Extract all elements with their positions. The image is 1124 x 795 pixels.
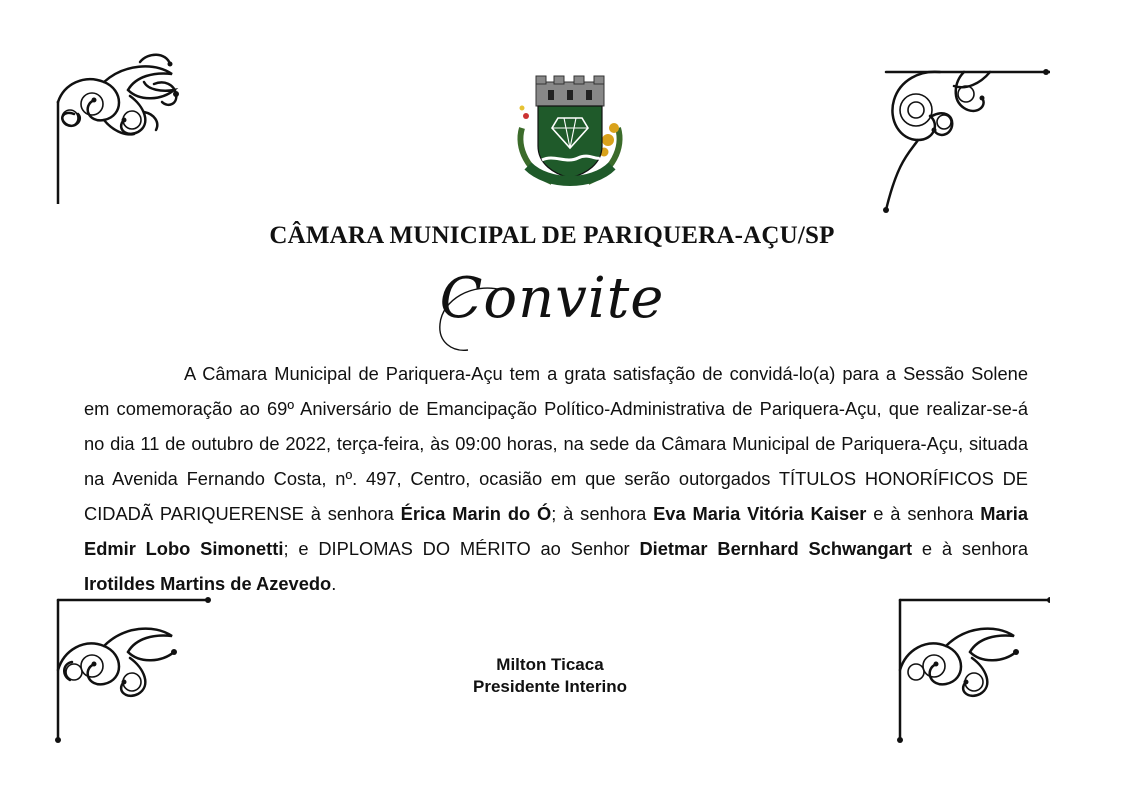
honoree-name: Maria Edmir Lobo Simonetti (84, 503, 1028, 559)
body-text: . (331, 573, 337, 594)
body-text: e à senhora (912, 538, 1028, 559)
coat-of-arms-icon (508, 68, 632, 192)
invitation-title: Convite (439, 266, 665, 331)
body-text: ; e DIPLOMAS DO MÉRITO ao Senhor (283, 538, 640, 559)
honoree-name: Dietmar Bernhard Schwangart (639, 538, 913, 559)
honoree-name: Eva Maria Vitória Kaiser (653, 503, 867, 524)
signatory-name: Milton Ticaca (496, 655, 604, 674)
flourish-icon (44, 44, 214, 204)
corner-ornament-top-left (44, 44, 214, 204)
chamber-name-heading: CÂMARA MUNICIPAL DE PARIQUERA-AÇU/SP (269, 222, 835, 249)
flourish-icon (880, 60, 1050, 220)
invitation-body (84, 356, 1028, 601)
honoree-name: Irotildes Martins de Azevedo (84, 573, 332, 594)
body-text: A Câmara Municipal de Pariquera-Açu tem a grata satisfação de convidá-lo(a) para a Sessão Solene em comemoração ao 69º Aniversário de Emancipação Político-Administrativa de Pariquera-Açu, que realizar-se-á no dia 11 de outubro de 2022, terça-feira, às 09:00 horas, na sede da Câmara Municipal de Pariquera-Açu, situada na Avenida Fernando Costa, nº. 497, Centro, ocasião em que serão outorgados TÍTULOS HONORÍFICOS DE CIDADÃ PARIQUERENSE à senhora (84, 363, 1028, 524)
signature-block (0, 654, 1100, 698)
body-text: ; à senhora (551, 503, 654, 524)
corner-ornament-top-right (880, 60, 1050, 220)
body-text: e à senhora (866, 503, 981, 524)
signatory-role: Presidente Interino (473, 677, 627, 696)
municipal-crest (508, 68, 632, 192)
honoree-name: Érica Marin do Ó (400, 503, 552, 524)
